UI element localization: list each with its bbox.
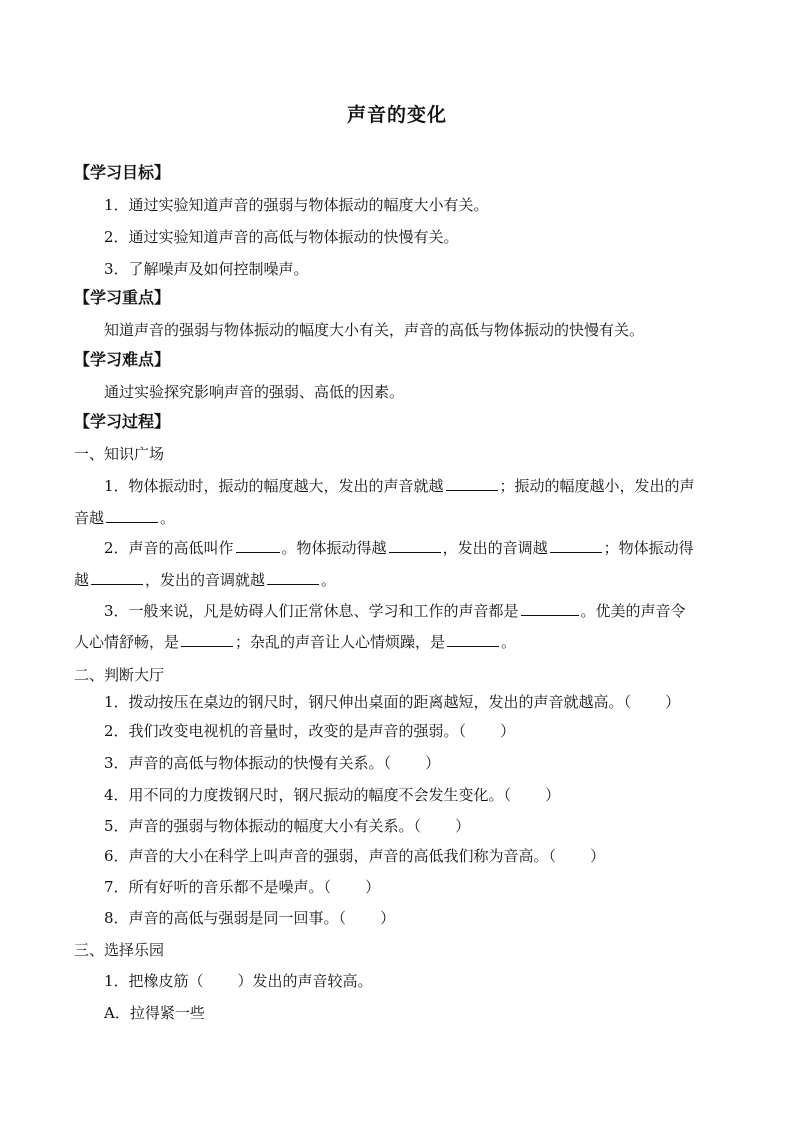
answer-blank[interactable] bbox=[389, 538, 441, 553]
judgement-item: 6．声音的大小在科学上叫声音的强弱，声音的高低我们称为音高。（ ） bbox=[104, 847, 606, 865]
judgement-item: 1．拨动按压在桌边的钢尺时，钢尺伸出桌面的距离越短，发出的声音就越高。（ ） bbox=[104, 693, 681, 711]
goal-item: 2．通过实验知道声音的高低与物体振动的快慢有关。 bbox=[104, 228, 459, 246]
goal-item: 3．了解噪声及如何控制噪声。 bbox=[104, 260, 309, 278]
fill-question-2-cont: 越 ，发出的音调就越 。 bbox=[74, 571, 337, 589]
judgement-item: 2．我们改变电视机的音量时，改变的是声音的强弱。（ ） bbox=[104, 722, 516, 740]
answer-blank[interactable] bbox=[550, 538, 602, 553]
answer-blank[interactable] bbox=[236, 538, 280, 553]
key-heading: 【学习重点】 bbox=[74, 288, 171, 307]
choice-option-a[interactable]: A．拉得紧一些 bbox=[104, 1004, 205, 1022]
section-title-knowledge: 一、知识广场 bbox=[74, 445, 165, 463]
fill-question-2: 2．声音的高低叫作 。物体振动得越 ，发出的音调越 ；物体振动得 bbox=[104, 539, 694, 557]
difficulty-text: 通过实验探究影响声音的强弱、高低的因素。 bbox=[104, 383, 405, 401]
fill-question-1: 1．物体振动时，振动的幅度越大，发出的声音就越 ；振动的幅度越小，发出的声 bbox=[104, 477, 695, 495]
fill-question-3-cont: 人心情舒畅，是 ；杂乱的声音让人心情烦躁，是 。 bbox=[74, 633, 517, 651]
answer-blank[interactable] bbox=[106, 508, 158, 523]
goals-heading: 【学习目标】 bbox=[74, 163, 171, 182]
key-text: 知道声音的强弱与物体振动的幅度大小有关，声音的高低与物体振动的快慢有关。 bbox=[104, 321, 645, 339]
answer-blank[interactable] bbox=[267, 570, 319, 585]
answer-blank[interactable] bbox=[91, 570, 143, 585]
goal-item: 1．通过实验知道声音的强弱与物体振动的幅度大小有关。 bbox=[104, 196, 489, 214]
difficulty-heading: 【学习难点】 bbox=[74, 350, 171, 369]
process-heading: 【学习过程】 bbox=[74, 412, 171, 431]
page-title: 声音的变化 bbox=[346, 104, 447, 126]
judgement-item: 4．用不同的力度拨钢尺时，钢尺振动的幅度不会发生变化。（ ） bbox=[104, 786, 561, 804]
fill-question-3: 3．一般来说，凡是妨碍人们正常休息、学习和工作的声音都是 。优美的声音令 bbox=[104, 602, 686, 620]
answer-blank[interactable] bbox=[181, 632, 233, 647]
section-title-judgement: 二、判断大厅 bbox=[74, 666, 165, 684]
judgement-item: 8．声音的高低与强弱是同一回事。（ ） bbox=[104, 909, 396, 927]
fill-question-1-cont: 音越 。 bbox=[74, 509, 176, 527]
judgement-item: 7．所有好听的音乐都不是噪声。（ ） bbox=[104, 878, 381, 896]
judgement-item: 3．声音的高低与物体振动的快慢有关系。（ ） bbox=[104, 754, 441, 772]
choice-question-1: 1．把橡皮筋（ ）发出的声音较高。 bbox=[104, 972, 373, 990]
answer-blank[interactable] bbox=[447, 632, 499, 647]
answer-blank[interactable] bbox=[521, 601, 579, 616]
judgement-item: 5．声音的强弱与物体振动的幅度大小有关系。（ ） bbox=[104, 817, 471, 835]
answer-blank[interactable] bbox=[446, 476, 498, 491]
section-title-choice: 三、选择乐园 bbox=[74, 941, 165, 959]
